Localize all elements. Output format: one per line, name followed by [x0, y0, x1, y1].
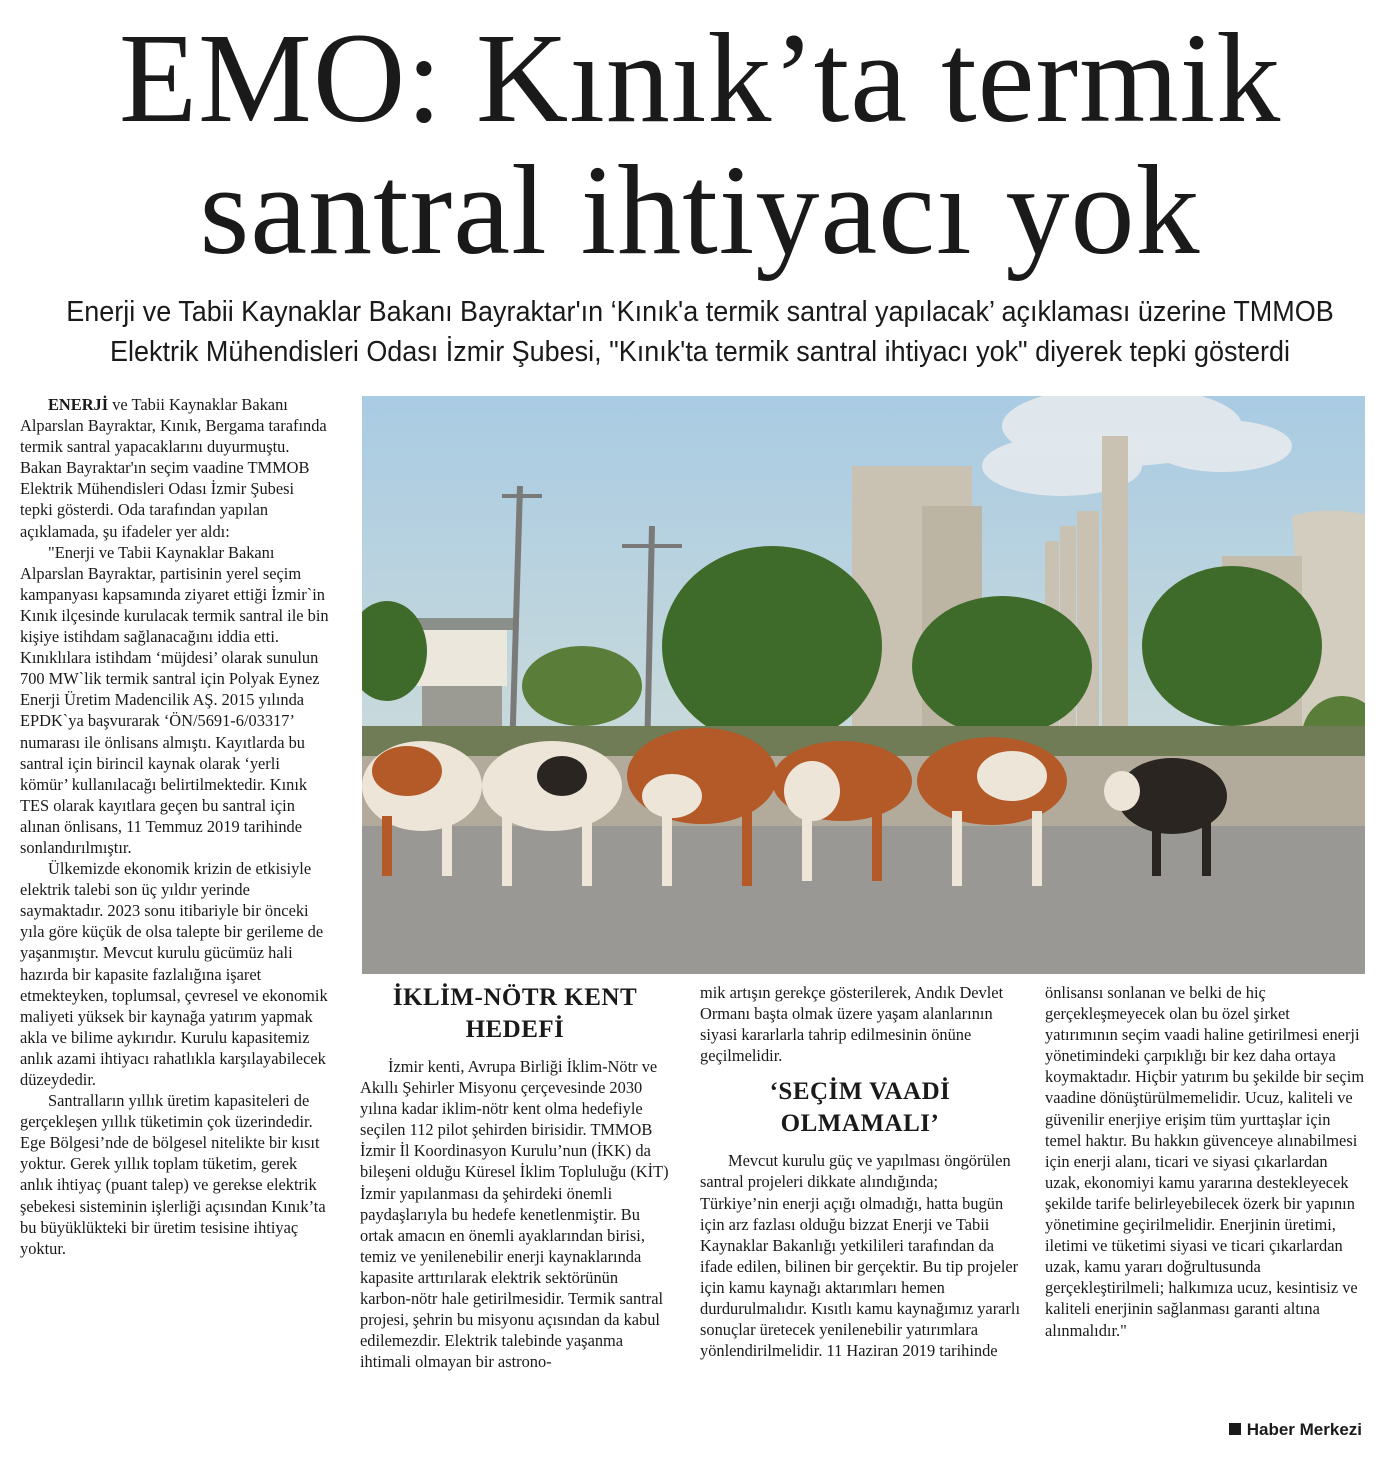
paragraph: [20, 394, 330, 542]
byline-text: Haber Merkezi: [1246, 1420, 1362, 1439]
article-column-4: [1045, 982, 1365, 1341]
section-heading-climate: İKLİM-NÖTR KENT HEDEFİ: [392, 984, 638, 1043]
road: [362, 826, 1365, 974]
article-column-3: [700, 982, 1020, 1361]
lead-word: ENERJİ: [48, 395, 109, 414]
subheadline: [58, 292, 1341, 372]
headline-line-1: EMO: Kınık’ta termik: [118, 7, 1282, 149]
paragraph: "Enerji ve Tabii Kaynaklar Bakanı Alparslan Bayraktar, partisinin yerel seçim kampanyası kapsamında ziyaret ettiği İzmir`in Kınık ilçesinde kurulacak termik santral ile bin kişiye istihdam sağlanacağını iddia etti. Kınıklılara istihdam ‘müjdesi’ olarak sunulun 700 MW`lik termik santral için Polyak Eynez Enerji Üretim Madencilik AŞ. 2015 yılında EPDK`ya başvurarak ‘ÖN/5691-6/03317’ numarası ile önlisans almıştı. Kayıtlarda bu santral için birincil kaynak olarak ‘yerli kömür’ kullanılacağı belirtilmektedir. Kınık TES olarak kayıtlara geçen bu santral için alınan önlisans, 11 Temmuz 2019 tarihinde sonlandırılmıştır.: [20, 542, 329, 857]
article-column-2: [360, 982, 670, 1372]
paragraph: mik artışın gerekçe gösterilerek, Andık Devlet Ormanı başta olmak üzere yaşam alanlarının siyasi kararlarla tahrip edilmesinin önüne geçilmelidir.: [700, 983, 1004, 1066]
byline: [1229, 1420, 1362, 1440]
paragraph: Ülkemizde ekonomik krizin de etkisiyle elektrik talebi son üç yıldır yerinde saymaktadır. 2023 sonu itibariyle bir önceki yıla göre küçük de olsa talepte bir gerileme de yaşanmıştır. Mevcut kurulu gücümüz hali hazırda bir kapasite fazlalığına işaret etmekteyken, toplumsal, çevresel ve ekonomik maliyeti yüksek bir kaynağa yatırım yapmak akla ve bilime aykırıdır. Kurulu kapasitemiz anlık azami ihtiyacı rahatlıkla karşılayabilecek düzeydedir.: [20, 859, 328, 1089]
photo-cattle-power-plant: [362, 396, 1365, 974]
subheadline-line-2: Elektrik Mühendisleri Odası İzmir Şubesi, "Kınık'ta termik santral ihtiyacı yok" diyerek tepki gösterdi: [110, 336, 1290, 368]
headline: [0, 7, 1400, 281]
paragraph: İzmir kenti, Avrupa Birliği İklim-Nötr ve Akıllı Şehirler Misyonu çerçevesinde 2030 yılına kadar iklim-nötr kent olma hedefiyle seçilen 112 pilot şehirden birisidir. TMMOB İzmir İl Koordinasyon Kurulu’nun (İKK) da bileşeni olduğu Küresel İklim Topluluğu (KİT) İzmir yapılanması da şehirdeki önemli paydaşlarıyla bu hedefe kenetlenmiştir. Bu ortak amacın en önemli ayaklarından birisi, temiz ve yenilenebilir enerji kaynaklarında kapasite arttırılarak elektrik sektörünün karbon-nötr hale getirilmesidir. Termik santral projesi, şehrin bu misyonu açısından da kabul edilemezdir. Elektrik talebinde yaşanma ihtimali olmayan bir astrono-: [360, 1057, 669, 1372]
article-column-1: [20, 394, 330, 1259]
subheadline-line-1: Enerji ve Tabii Kaynaklar Bakanı Bayraktar'ın ‘Kınık'a termik santral yapılacak’ açıklaması üzerine TMMOB: [66, 296, 1334, 328]
paragraph: önlisansı sonlanan ve belki de hiç gerçekleşmeyecek olan bu özel şirket yatırımının seçim vaadi haline getirilmesi enerji yönetimindeki çarpıklığı bir kez daha ortaya koymaktadır. Hiçbir yatırım bu şekilde bir seçim vaadine dönüştürülmemelidir. Ucuz, kaliteli ve güvenilir enerjiye erişim tüm yurttaşlar için temel haktır. Bu hakkın güvenceye alınabilmesi için enerji alanı, ticari ve siyasi çıkarlardan uzak, ekonomiyi kamu yararına destekleyecek şekilde tarife belirleyebilecek özerk bir yapının yönetimine geçirilmelidir. Enerjinin üretimi, iletimi ve tüketimi siyasi ve ticari çıkarlardan uzak, kamu yararı doğrultusunda gerçekleştirilmeli; halkımıza ucuz, kesintisiz ve kaliteli enerjinin sağlanması garanti altına alınmalıdır.": [1045, 983, 1365, 1340]
paragraph: Santralların yıllık üretim kapasiteleri de gerçekleşen yıllık tüketimin çok üzerindedir. Ege Bölgesi’nde de bölgesel nitelikte bir kısıt yoktur. Gerek yıllık toplam tüketim, gerek anlık ihtiyaç (puant talep) ve gerekse elektrik şebekesi sisteminin işlerliği açısından Kınık’ta bu büyüklükteki bir üretim tesisine ihtiyaç yoktur.: [20, 1091, 326, 1258]
square-bullet-icon: [1229, 1423, 1241, 1435]
section-heading-election: ‘SEÇİM VAADİ OLMAMALI’: [769, 1078, 951, 1138]
headline-line-2: santral ihtiyacı yok: [199, 139, 1201, 281]
paragraph: Mevcut kurulu güç ve yapılması öngörülen santral projeleri dikkate alındığında; Türkiye’nin enerji açığı olmadığı, hatta bugün için arz fazlası olduğu bizzat Enerji ve Tabii Kaynaklar Bakanlığı yetkilileri tarafından da ifade edilen, bilinen bir gerçektir. Bu tip projeler için kamu kaynağı aktarımları hemen durdurulmalıdır. Kısıtlı kamu kaynağımız yararlı sonuçlar üretecek yenilenebilir yatırımlara yönlendirilmelidir. 11 Haziran 2019 tarihinde: [700, 1151, 1021, 1361]
paragraph-text: ve Tabii Kaynaklar Bakanı Alparslan Bayraktar, Kınık, Bergama tarafında termik santral yapacaklarını duyurmuştu. Bakan Bayraktar'ın seçim vaadine TMMOB Elektrik Mühendisleri Odası İzmir Şubesi tepki gösterdi. Oda tarafından yapılan açıklamada, şu ifadeler yer aldı:: [20, 395, 327, 541]
